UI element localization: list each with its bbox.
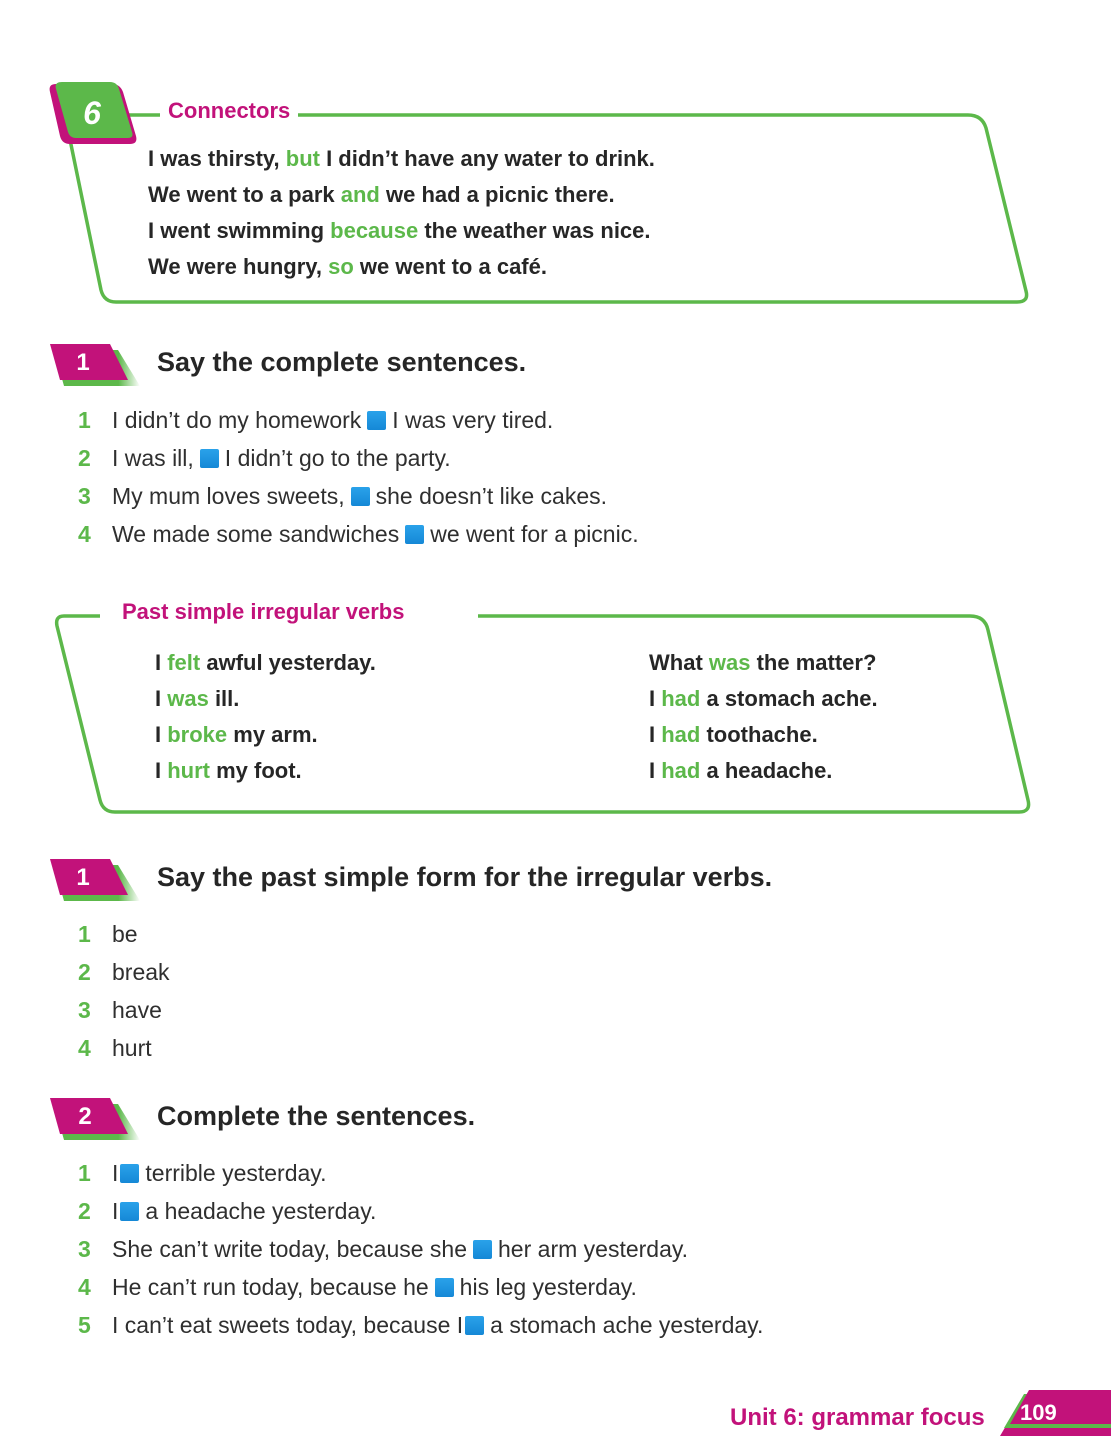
list-item: 4 We made some sandwiches we went for a picnic.	[78, 520, 639, 547]
exercise-2-number: 1	[76, 864, 90, 891]
answer-gap[interactable]	[473, 1240, 492, 1259]
list-item: 3 My mum loves sweets, she doesn’t like cakes.	[78, 482, 608, 509]
exercise-1-number: 1	[76, 349, 90, 376]
page-number: 109	[1020, 1400, 1057, 1425]
list-item: 2 I was ill, I didn’t go to the party.	[78, 444, 451, 471]
verb-example-right-3: I had toothache.	[649, 722, 818, 747]
connector-line-4: We were hungry, so we went to a café.	[148, 254, 547, 279]
verbs-box-title: Past simple irregular verbs	[114, 599, 412, 625]
connector-line-3: I went swimming because the weather was nice.	[148, 218, 651, 243]
answer-gap[interactable]	[465, 1316, 484, 1335]
list-item: 1 be	[78, 920, 138, 947]
connector-line-2: We went to a park and we had a picnic there.	[148, 182, 615, 207]
answer-gap[interactable]	[120, 1202, 139, 1221]
exercise-1-title: Say the complete sentences.	[157, 347, 527, 377]
verb-example-left-4: I hurt my foot.	[155, 758, 302, 783]
verb-example-left-3: I broke my arm.	[155, 722, 318, 747]
list-item: 1 I terrible yesterday.	[78, 1159, 327, 1186]
exercise-3-title: Complete the sentences.	[157, 1101, 476, 1131]
list-item: 1 I didn’t do my homework I was very tired.	[78, 406, 554, 433]
verb-example-right-1: What was the matter?	[649, 650, 877, 675]
list-item: 3 She can’t write today, because she her arm yesterday.	[78, 1235, 689, 1262]
verb-example-right-4: I had a headache.	[649, 758, 833, 783]
answer-gap[interactable]	[120, 1164, 139, 1183]
connectors-title: Connectors	[160, 98, 298, 124]
section-6-number: 6	[83, 95, 101, 131]
unit-label: Unit 6: grammar focus	[730, 1404, 985, 1431]
list-item: 2 I a headache yesterday.	[78, 1197, 377, 1224]
verb-example-left-2: I was ill.	[155, 686, 240, 711]
exercise-2-title: Say the past simple form for the irregular verbs.	[157, 862, 773, 892]
list-item: 4 hurt	[78, 1034, 152, 1061]
verb-example-left-1: I felt awful yesterday.	[155, 650, 376, 675]
list-item: 5 I can’t eat sweets today, because I a stomach ache yesterday.	[78, 1311, 764, 1338]
exercise-3-number: 2	[78, 1103, 92, 1130]
list-item: 3 have	[78, 996, 162, 1023]
verb-example-right-2: I had a stomach ache.	[649, 686, 878, 711]
list-item: 2 break	[78, 958, 170, 985]
connector-line-1: I was thirsty, but I didn’t have any water to drink.	[148, 146, 655, 171]
list-item: 4 He can’t run today, because he his leg yesterday.	[78, 1273, 637, 1300]
answer-gap[interactable]	[435, 1278, 454, 1297]
